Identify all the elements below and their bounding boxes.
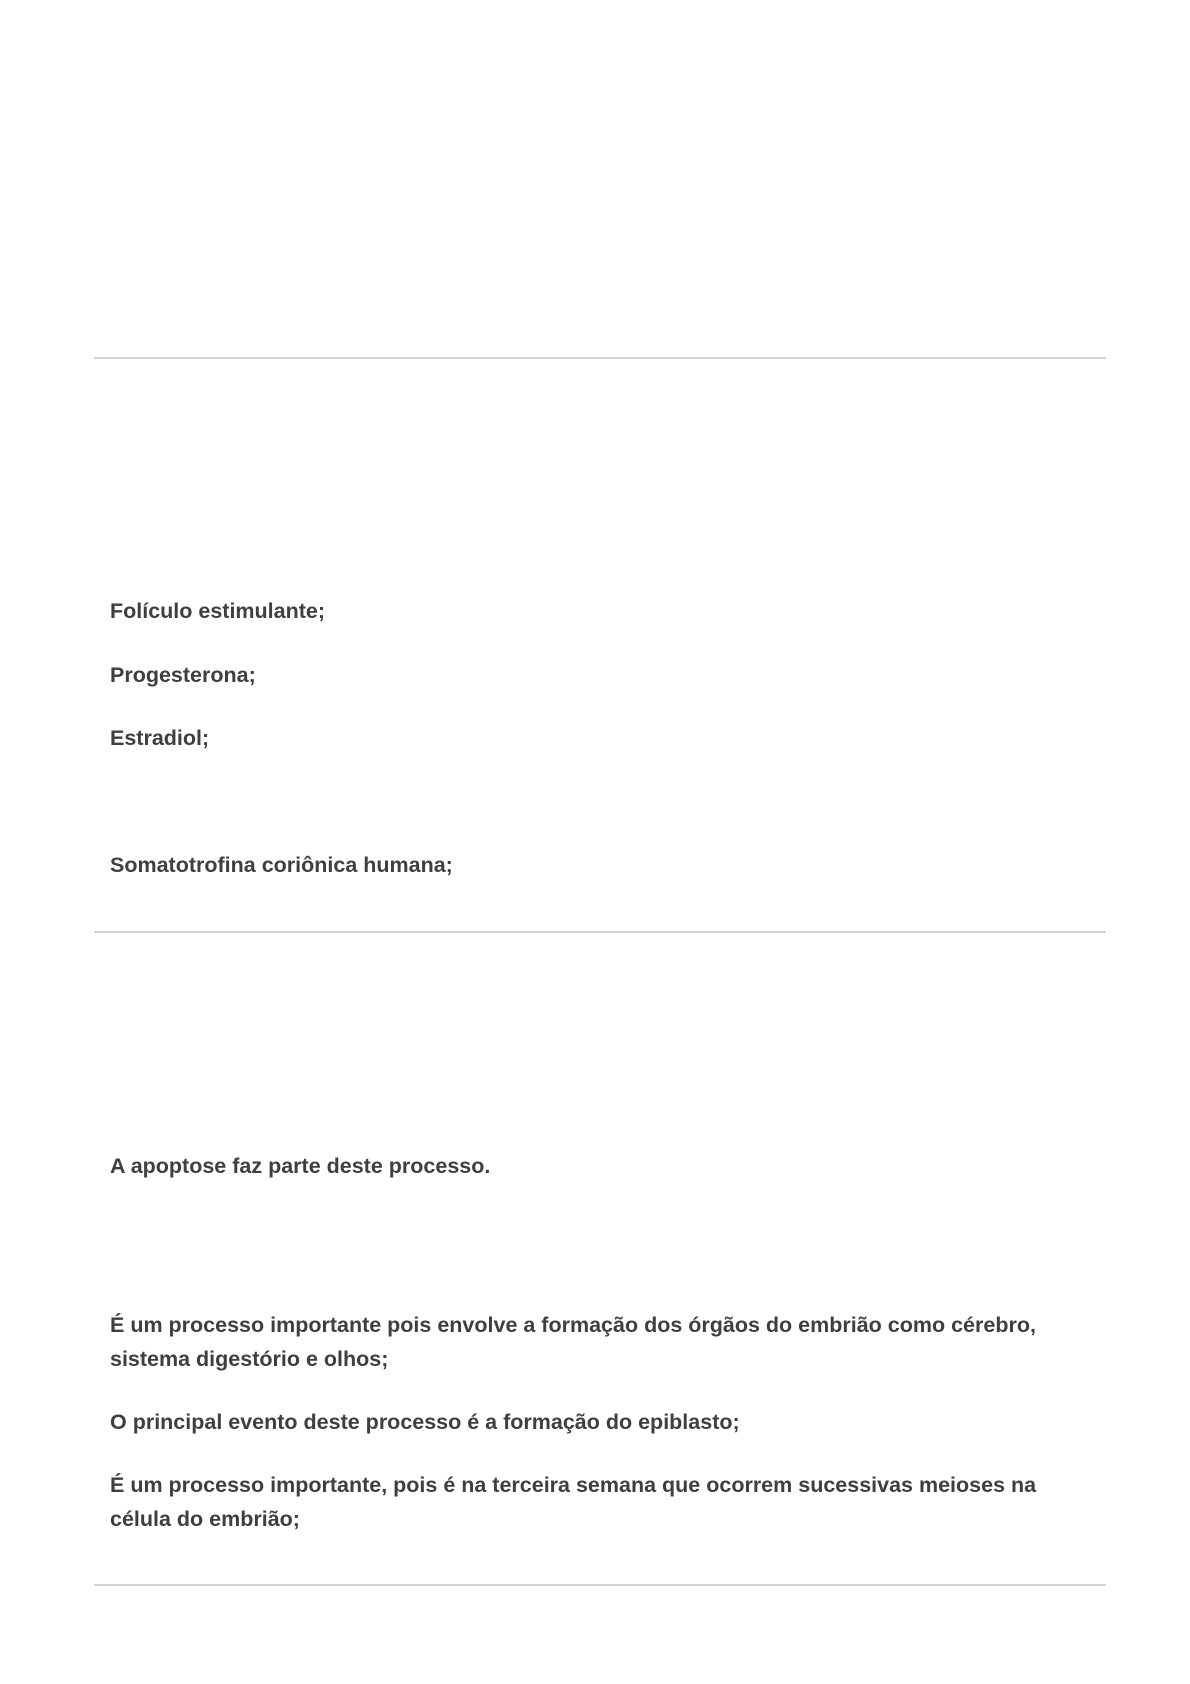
answer-option[interactable]: Somatotrofina coriônica humana;: [110, 853, 453, 877]
answer-option[interactable]: É um processo importante, pois é na terceira semana que ocorrem sucessivas meioses na célula do embrião;: [110, 1473, 1037, 1531]
answer-option[interactable]: A apoptose faz parte deste processo.: [110, 1154, 491, 1178]
question-divider: [94, 357, 1106, 359]
answer-option[interactable]: Estradiol;: [110, 726, 210, 750]
answer-option[interactable]: Folículo estimulante;: [110, 599, 326, 623]
question-divider: [94, 931, 1106, 933]
answer-option[interactable]: O principal evento deste processo é a formação do epiblasto;: [110, 1410, 740, 1434]
question-divider: [94, 1584, 1106, 1586]
answer-option[interactable]: Progesterona;: [110, 663, 256, 687]
answer-option[interactable]: É um processo importante pois envolve a formação dos órgãos do embrião como cérebro, sistema digestório e olhos;: [110, 1313, 1036, 1371]
